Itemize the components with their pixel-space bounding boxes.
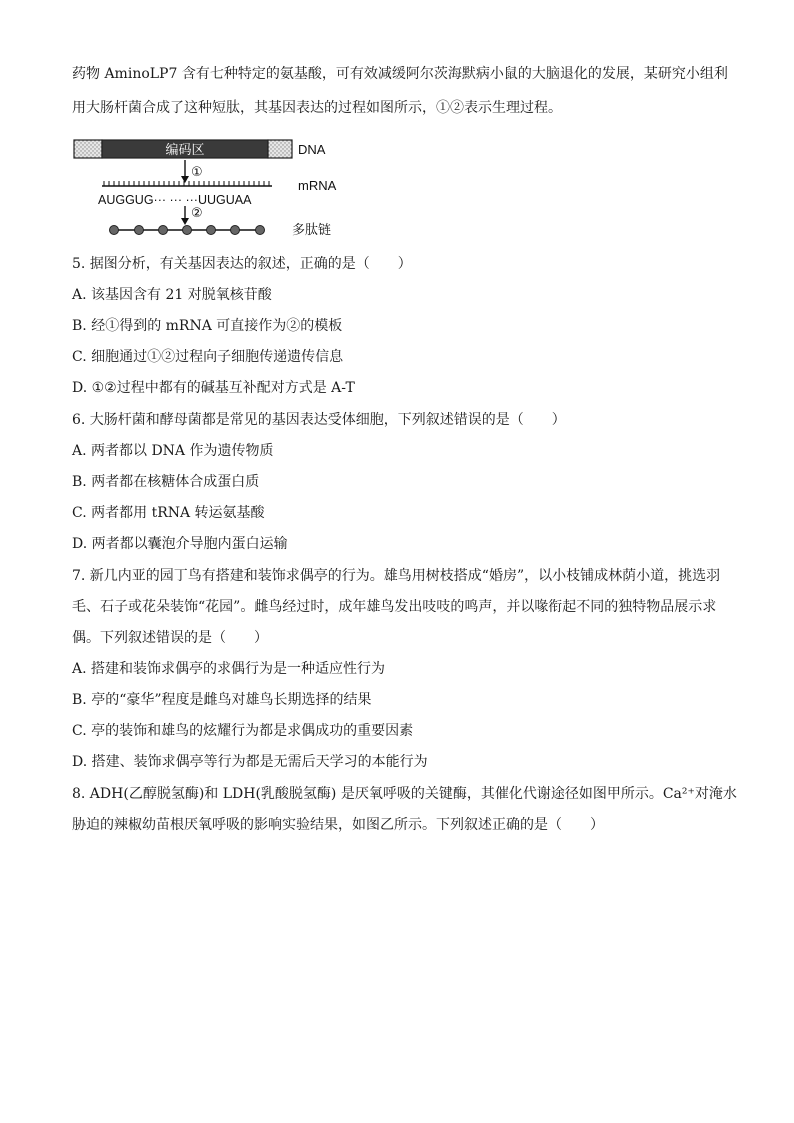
q8-stem-line-2: 胁迫的辣椒幼苗根厌氧呼吸的影响实验结果，如图乙所示。下列叙述正确的是（ ） xyxy=(72,817,604,833)
amino-acid-bead xyxy=(135,226,144,235)
q7-stem-line-3: 偶。下列叙述错误的是（ ） xyxy=(72,630,268,646)
amino-acid-bead xyxy=(159,226,168,235)
amino-acid-bead xyxy=(183,226,192,235)
amino-acid-bead xyxy=(207,226,216,235)
q5-option-b: B. 经①得到的 mRNA 可直接作为②的模板 xyxy=(72,318,343,334)
gene-expression-figure xyxy=(72,134,372,244)
q6-stem: 6. 大肠杆菌和酵母菌都是常见的基因表达受体细胞，下列叙述错误的是（ ） xyxy=(72,412,566,428)
q5-option-a: A. 该基因含有 21 对脱氧核苷酸 xyxy=(72,287,272,303)
dna-flank-left xyxy=(74,140,102,158)
amino-acid-bead xyxy=(256,226,265,235)
q7-option-c: C. 亭的装饰和雄鸟的炫耀行为都是求偶成功的重要因素 xyxy=(72,723,414,739)
q7-stem-line-2: 毛、石子或花朵装饰“花园”。雌鸟经过时，成年雄鸟发出吱吱的鸣声，并以喙衔起不同的独特物品展示求 xyxy=(72,599,717,615)
q7-option-b: B. 亭的“豪华”程度是雌鸟对雄鸟长期选择的结果 xyxy=(72,692,372,708)
q6-option-b: B. 两者都在核糖体合成蛋白质 xyxy=(72,474,260,490)
intro-line-2: 用大肠杆菌合成了这种短肽，其基因表达的过程如图所示，①②表示生理过程。 xyxy=(72,100,562,116)
arrow-head-1 xyxy=(181,176,189,183)
q7-stem-line-1: 7. 新几内亚的园丁鸟有搭建和装饰求偶亭的行为。雄鸟用树枝搭成“婚房”，以小枝铺成林荫小道，挑选羽 xyxy=(72,568,721,584)
arrow-head-2 xyxy=(181,218,189,225)
q7-option-a: A. 搭建和装饰求偶亭的求偶行为是一种适应性行为 xyxy=(72,661,386,677)
dna-label: DNA xyxy=(298,142,326,157)
intro-line-1: 药物 AminoLP7 含有七种特定的氨基酸，可有效减缓阿尔茨海默病小鼠的大脑退化的发展，某研究小组利 xyxy=(72,66,728,82)
q6-option-a: A. 两者都以 DNA 作为遗传物质 xyxy=(72,443,274,459)
q5-option-c: C. 细胞通过①②过程向子细胞传递遗传信息 xyxy=(72,349,344,365)
dna-flank-right xyxy=(268,140,292,158)
q5-stem: 5. 据图分析，有关基因表达的叙述，正确的是（ ） xyxy=(72,256,412,272)
mrna-sequence: AUGGUG··· ··· ···UUGUAA xyxy=(98,193,252,207)
mrna-codon-ticks xyxy=(104,181,269,186)
polypeptide-label: 多肽链 xyxy=(292,222,332,237)
q8-stem-line-1: 8. ADH(乙醇脱氢酶)和 LDH(乳酸脱氢酶) 是厌氧呼吸的关键酶，其催化代谢途径如图甲所示。Ca²⁺对淹水 xyxy=(72,786,737,802)
mrna-label: mRNA xyxy=(298,178,337,193)
q5-option-d: D. ①②过程中都有的碱基互补配对方式是 A-T xyxy=(72,380,355,396)
amino-acid-bead xyxy=(110,226,119,235)
q7-option-d: D. 搭建、装饰求偶亭等行为都是无需后天学习的本能行为 xyxy=(72,754,428,770)
gene-expression-diagram xyxy=(72,134,372,244)
step-2-label: ② xyxy=(191,205,203,220)
q6-option-c: C. 两者都用 tRNA 转运氨基酸 xyxy=(72,505,265,521)
amino-acid-bead xyxy=(231,226,240,235)
step-1-label: ① xyxy=(191,164,203,179)
q6-option-d: D. 两者都以囊泡介导胞内蛋白运输 xyxy=(72,536,288,552)
coding-region-label: 编码区 xyxy=(165,142,205,157)
